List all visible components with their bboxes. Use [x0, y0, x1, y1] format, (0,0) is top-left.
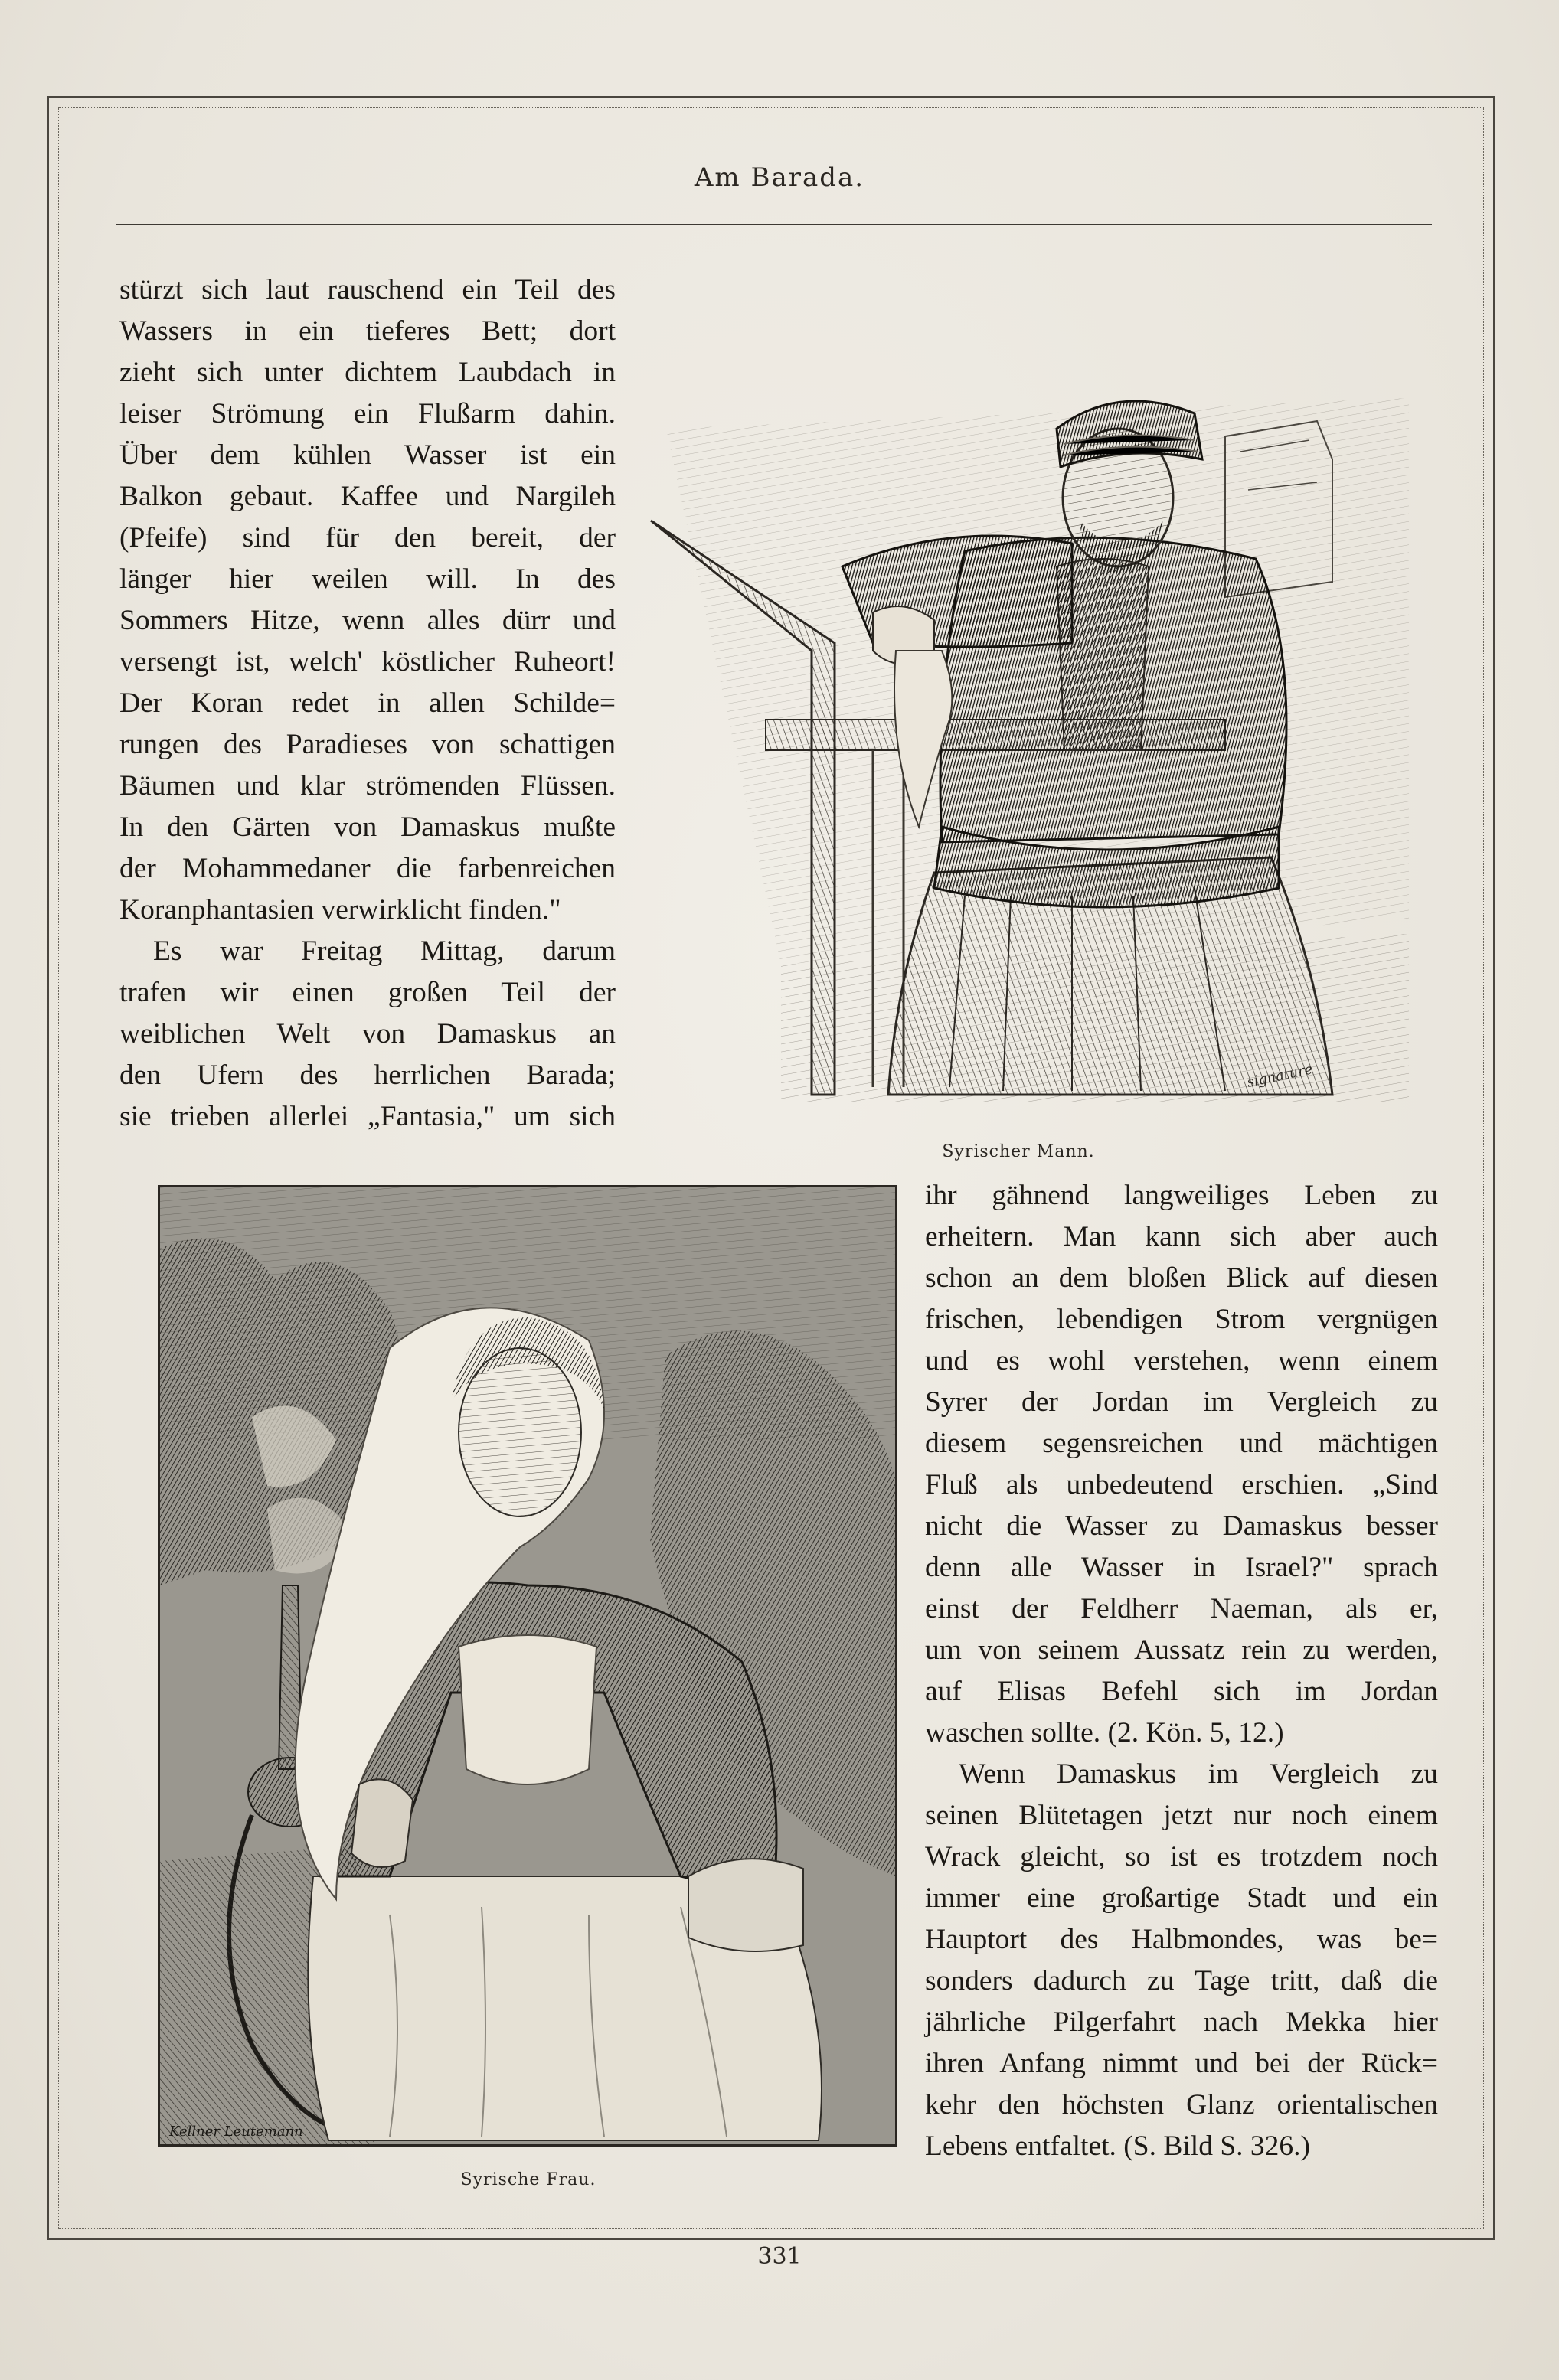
- page-number: 331: [757, 2243, 802, 2270]
- text-line: diesem segensreichen und mächtigen: [925, 1428, 1438, 1459]
- caption-syrian-man: Syrischer Mann.: [942, 1142, 1095, 1161]
- text-line: Wrack gleicht, so ist es trotzdem noch: [925, 1841, 1438, 1872]
- text-line: erheitern. Man kann sich aber auch: [925, 1221, 1438, 1252]
- text-line: trafen wir einen großen Teil der: [119, 977, 616, 1008]
- text-line: länger hier weilen will. In des: [119, 563, 616, 595]
- text-line: sie trieben allerlei „Fantasia," um sich: [119, 1101, 616, 1132]
- text-line: Der Koran redet in allen Schilde=: [119, 687, 616, 719]
- running-head: Am Barada.: [694, 162, 865, 193]
- text-line: rungen des Paradieses von schattigen: [119, 729, 616, 760]
- text-line: denn alle Wasser in Israel?" sprach: [925, 1552, 1438, 1583]
- text-line: Balkon gebaut. Kaffee und Nargileh: [119, 481, 616, 512]
- text-line: ihren Anfang nimmt und bei der Rück=: [925, 2048, 1438, 2079]
- header-rule: [116, 224, 1432, 225]
- text-line: Fluß als unbedeutend erschien. „Sind: [925, 1469, 1438, 1500]
- text-line: jährliche Pilgerfahrt nach Mekka hier: [925, 2006, 1438, 2038]
- svg-text:signature: signature: [1245, 1061, 1315, 1091]
- text-line: den Ufern des herrlichen Barada;: [119, 1059, 616, 1091]
- text-line: Es war Freitag Mittag, darum: [153, 935, 616, 967]
- text-line: nicht die Wasser zu Damaskus besser: [925, 1510, 1438, 1542]
- text-line: sonders dadurch zu Tage tritt, daß die: [925, 1965, 1438, 1996]
- text-line: und es wohl verstehen, wenn einem: [925, 1345, 1438, 1376]
- text-line: ihr gähnend langweiliges Leben zu: [925, 1180, 1438, 1211]
- text-line: um von seinem Aussatz rein zu werden,: [925, 1634, 1438, 1666]
- text-line: Bäumen und klar strömenden Flüssen.: [119, 770, 616, 801]
- text-line: Lebens entfaltet. (S. Bild S. 326.): [925, 2130, 1311, 2162]
- text-line: versengt ist, welch' köstlicher Ruheort!: [119, 646, 616, 677]
- text-line: stürzt sich laut rauschend ein Teil des: [119, 274, 616, 305]
- text-line: Wenn Damaskus im Vergleich zu: [959, 1758, 1438, 1790]
- engraving-syrian-woman: [158, 1185, 897, 2147]
- text-line: einst der Feldherr Naeman, als er,: [925, 1593, 1438, 1624]
- text-line: Sommers Hitze, wenn alles dürr und: [119, 605, 616, 636]
- text-line: zieht sich unter dichtem Laubdach in: [119, 357, 616, 388]
- engraver-signature: Kellner Leutemann: [169, 2124, 303, 2140]
- caption-syrian-woman: Syrische Frau.: [460, 2170, 596, 2189]
- engraving-syrian-man: [643, 291, 1424, 1118]
- text-line: Syrer der Jordan im Vergleich zu: [925, 1386, 1438, 1418]
- text-line: weiblichen Welt von Damaskus an: [119, 1018, 616, 1050]
- text-line: seinen Blütetagen jetzt nur noch einem: [925, 1800, 1438, 1831]
- text-line: leiser Strömung ein Flußarm dahin.: [119, 398, 616, 429]
- text-line: immer eine großartige Stadt und ein: [925, 1882, 1438, 1914]
- text-line: kehr den höchsten Glanz orientalischen: [925, 2089, 1438, 2120]
- text-line: In den Gärten von Damaskus mußte: [119, 811, 616, 843]
- text-line: (Pfeife) sind für den bereit, der: [119, 522, 616, 553]
- text-line: waschen sollte. (2. Kön. 5, 12.): [925, 1717, 1284, 1748]
- text-line: Hauptort des Halbmondes, was be=: [925, 1924, 1438, 1955]
- right-text-column: [925, 1175, 1438, 2167]
- text-line: Über dem kühlen Wasser ist ein: [119, 439, 616, 471]
- text-line: Wassers in ein tieferes Bett; dort: [119, 315, 616, 347]
- text-line: frischen, lebendigen Strom vergnügen: [925, 1304, 1438, 1335]
- text-line: der Mohammedaner die farbenreichen: [119, 853, 616, 884]
- text-line: Koranphantasien verwirklicht finden.": [119, 894, 561, 926]
- left-text-column: [119, 269, 616, 1138]
- text-line: auf Elisas Befehl sich im Jordan: [925, 1676, 1438, 1707]
- text-line: schon an dem bloßen Blick auf diesen: [925, 1262, 1438, 1294]
